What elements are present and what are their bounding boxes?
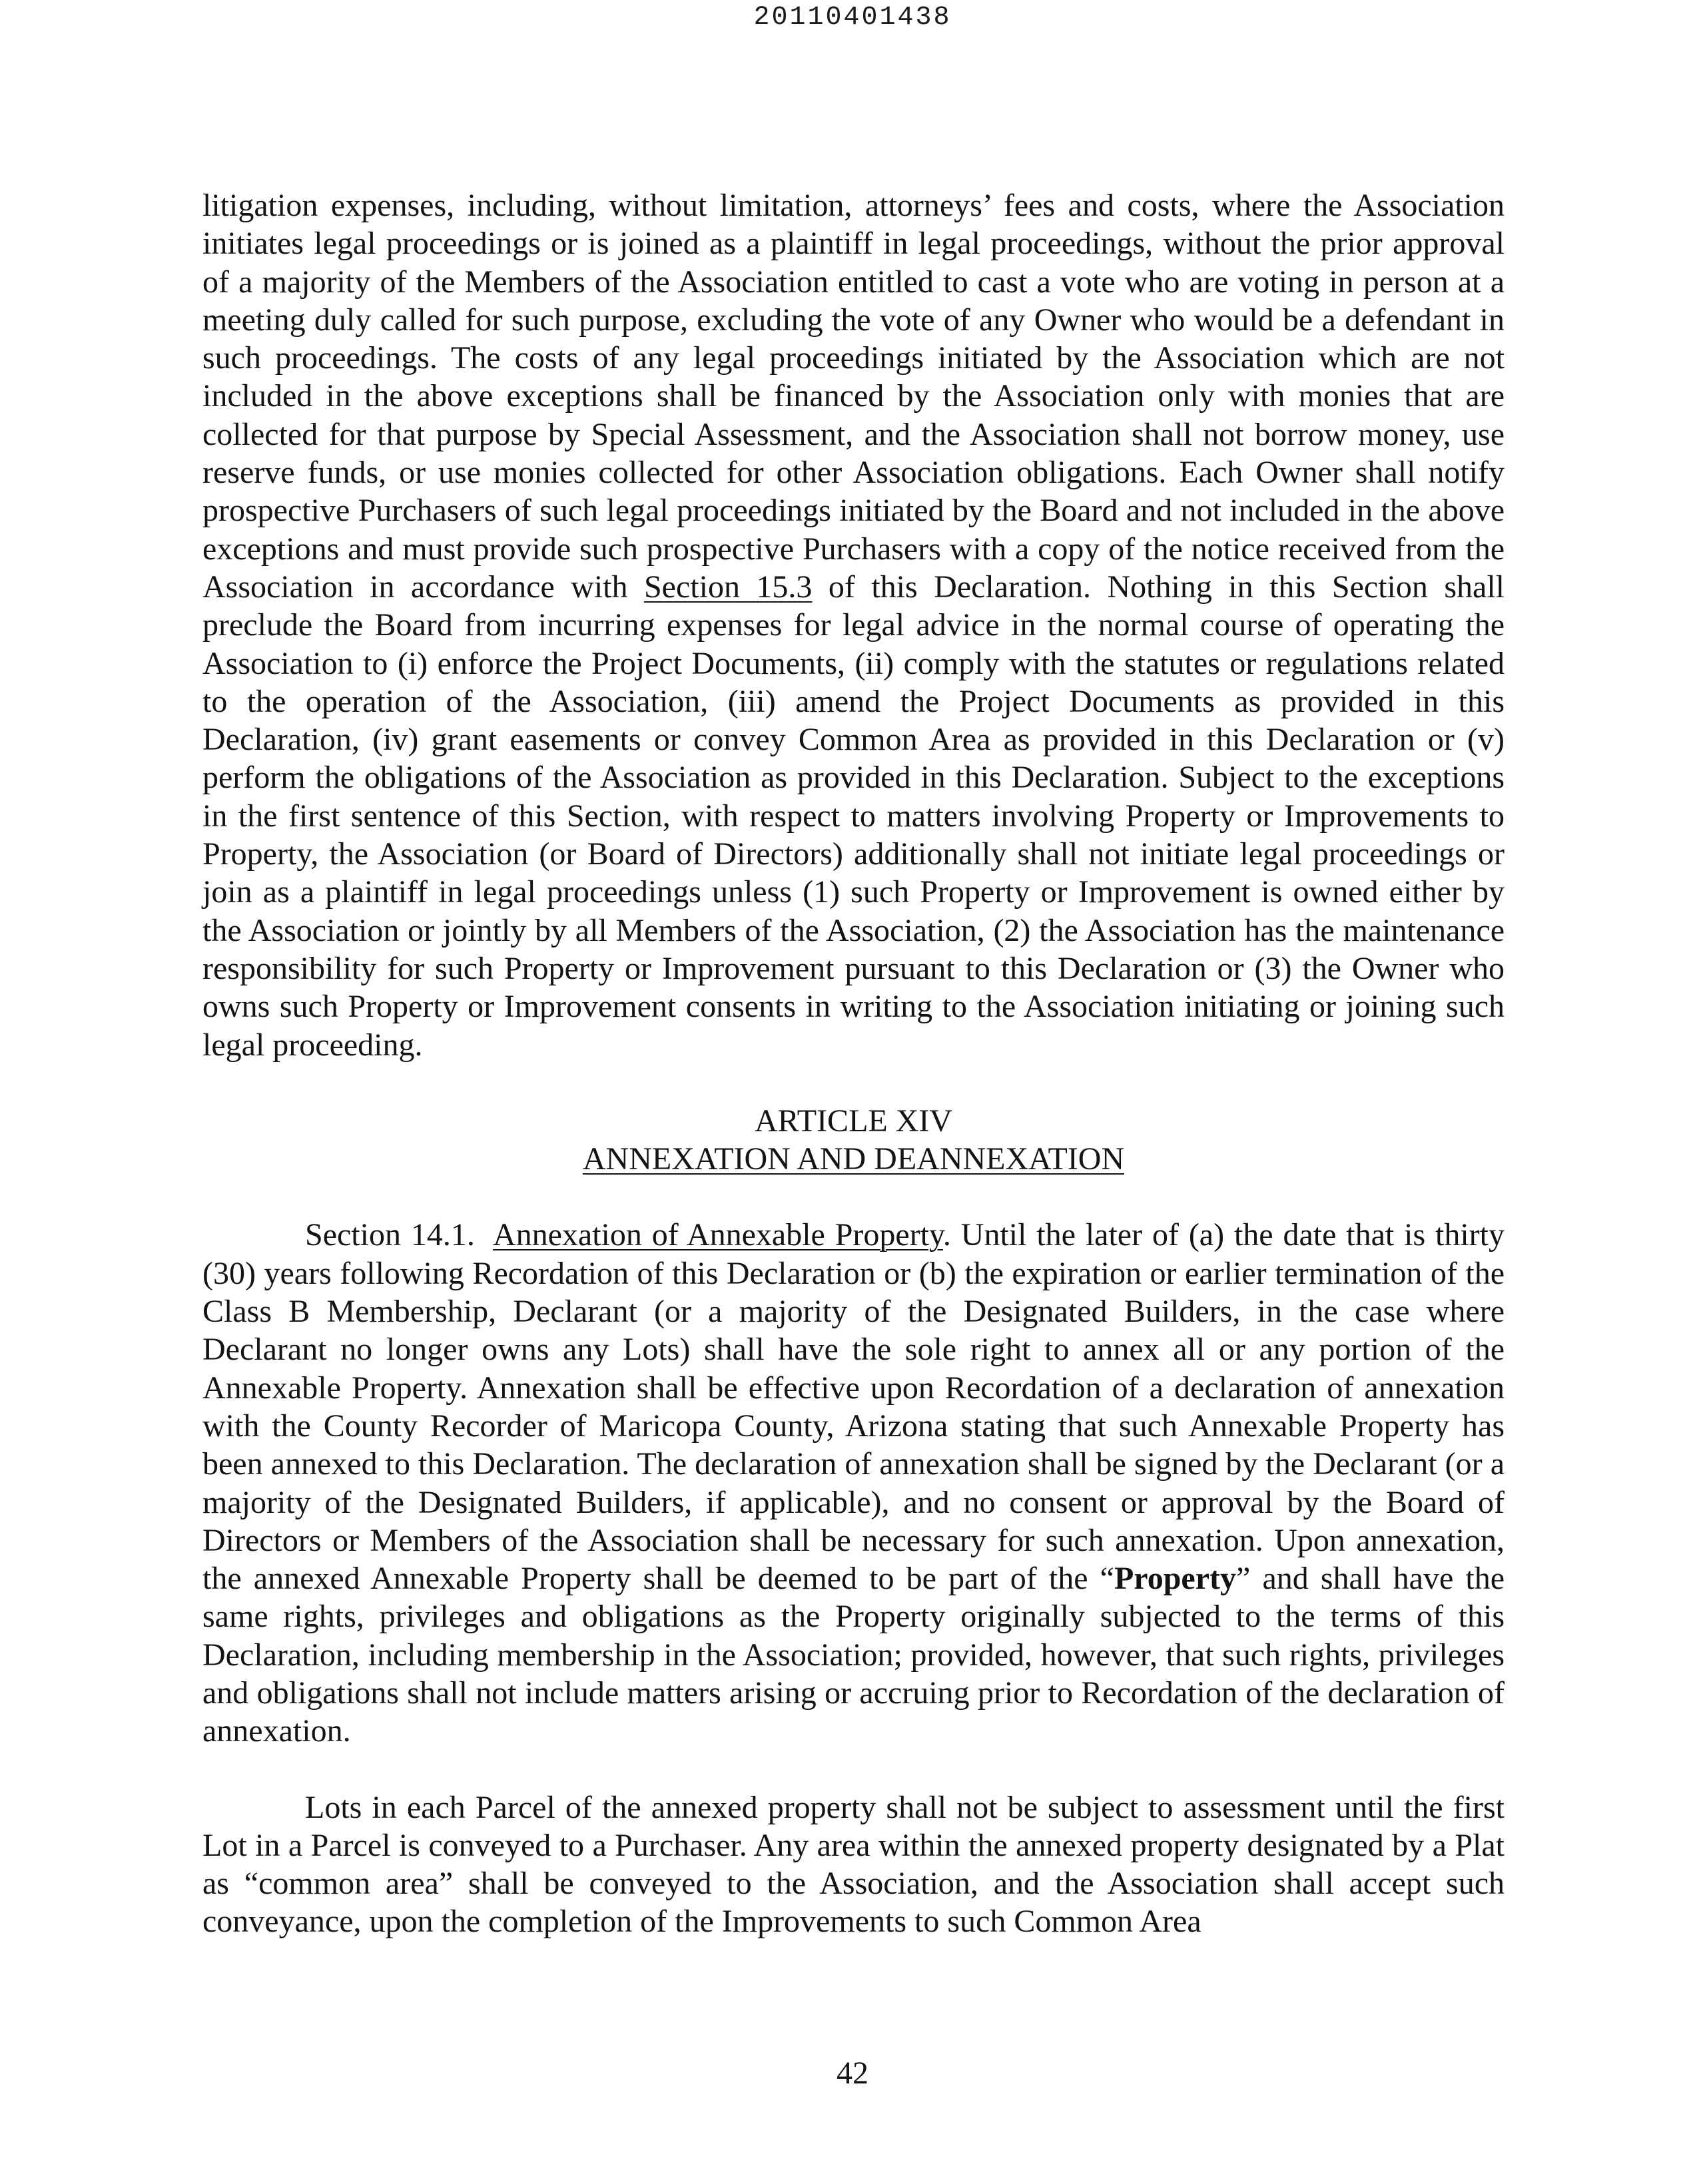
paragraph-text: of this Declaration. Nothing in this Section shall preclude the Board from incurring expenses for legal advice in the normal course of operating the Association to (i) enforce the Project Documents, (ii) comply with the statutes or regulations related to the operation of the Association, (iii) amend the Project Documents as provided in this Declaration, (iv) grant easements or convey Common Area as provided in this Declaration or (v) perform the obligations of the Association as provided in this Declaration. Subject to the exceptions in the first sentence of this Section, with respect to matters involving Property or Improvements to Property, the Association (or Board of Directors) additionally shall not initiate legal proceedings or join as a plaintiff in legal proceedings unless (1) such Property or Improvement is owned either by the Association or jointly by all Members of the Association, (2) the Association has the maintenance responsibility for such Property or Improvement pursuant to this Declaration or (3) the Owner who owns such Property or Improvement consents in writing to the Association initiating or joining such legal proceeding. [202,569,1505,1063]
paragraph-text: ” and shall have the same rights, privileges and obligations as the Property originally subjected to the terms of this Declaration, including membership in the Association; provided, however, that such rights, privileges and obligations shall not include matters arising or accruing prior to Recordation of the declaration of annexation. [202,1561,1505,1749]
page-number: 42 [837,2055,868,2091]
section-label: Section 14.1. [305,1217,475,1253]
paragraph-text: litigation expenses, including, without limitation, attorneys’ fees and costs, where the Association initiates legal proceedings or is joined as a plaintiff in legal proceedings, without the prior approval of a majority of the Members of the Association entitled to cast a vote who are voting in person at a meeting duly called for such purpose, excluding the vote of any Owner who would be a defendant in such proceedings. The costs of any legal proceedings initiated by the Association which are not included in the above exceptions shall be financed by the Association only with monies that are collected for that purpose by Special Assessment, and the Association shall not borrow money, use reserve funds, or use monies collected for other Association obligations. Each Owner shall notify prospective Purchasers of such legal proceedings initiated by the Board and not included in the above exceptions and must provide such prospective Purchasers with a copy of the notice received from the Association in accordance with [202,188,1505,605]
section-reference: Section 15.3 [643,569,813,605]
paragraph-litigation-expenses [202,186,1505,1064]
section-14-1-paragraph [202,1216,1505,1750]
article-heading [202,1102,1505,1179]
article-title: ANNEXATION AND DEANNEXATION [582,1141,1125,1177]
defined-term: Property [1114,1561,1237,1597]
paragraph-lots-assessment: Lots in each Parcel of the annexed property shall not be subject to assessment until the first Lot in a Parcel is conveyed to a Purchaser. Any area within the annexed property designated by a Plat as “common area” shall be conveyed to the Association, and the Association shall accept such conveyance, upon the completion of the Improvements to such Common Area [202,1789,1505,1940]
paragraph-text: . Until the later of (a) the date that is thirty (30) years following Recordation of this Declaration or (b) the expiration or earlier termination of the Class B Membership, Declarant (or a majority of the Designated Builders, in the case where Declarant no longer owns any Lots) shall have the sole right to annex all or any portion of the Annexable Property. Annexation shall be effective upon Recordation of a declaration of annexation with the County Recorder of Maricopa County, Arizona stating that such Annexable Property has been annexed to this Declaration. The declaration of annexation shall be signed by the Declarant (or a majority of the Designated Builders, if applicable), and no consent or approval by the Board of Directors or Members of the Association shall be necessary for such annexation. Upon annexation, the annexed Annexable Property shall be deemed to be part of the “ [202,1217,1505,1597]
page-body [202,186,1505,1941]
document-recording-number: 20110401438 [753,3,952,33]
section-title: Annexation of Annexable Property [492,1217,943,1253]
article-number: ARTICLE XIV [754,1103,953,1139]
